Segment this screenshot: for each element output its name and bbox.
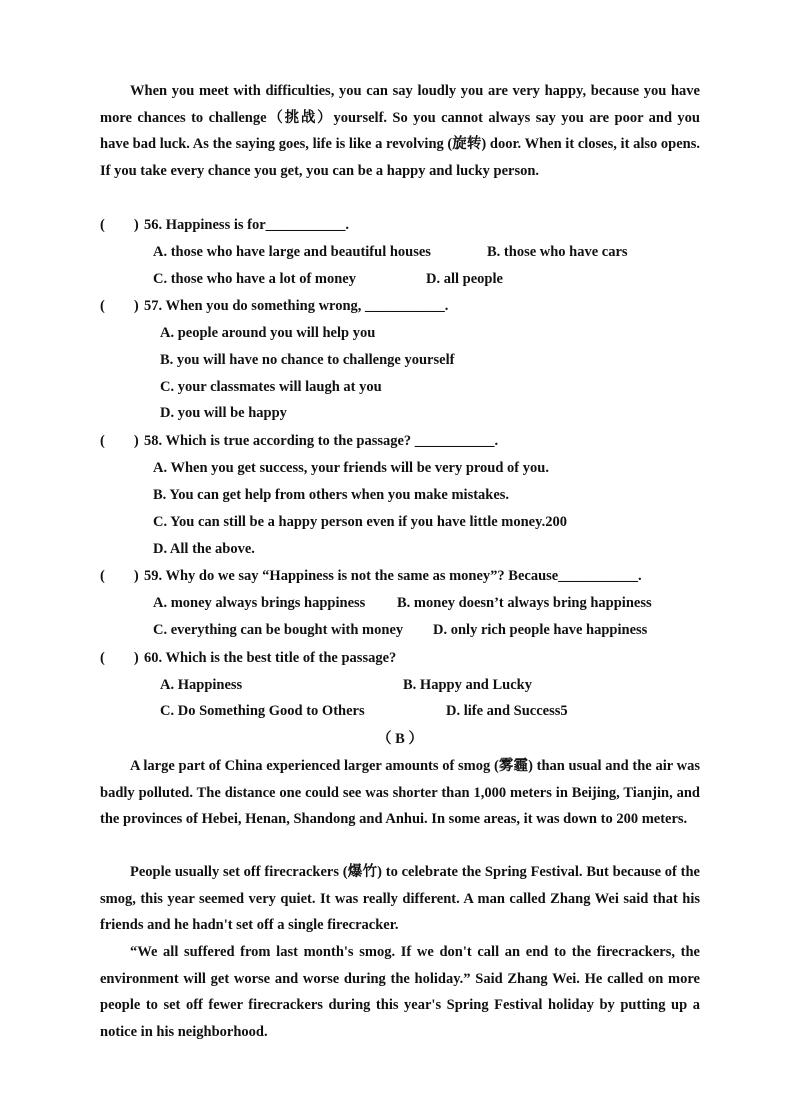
option-57-d: D. you will be happy — [160, 405, 287, 421]
section-b-paragraph-3: “We all suffered from last month's smog. If we don't call an end to the firecrackers, the environment will get worse and worse during the holiday.” Said Zhang Wei. He called on more people to set off fewer firecrackers during this year's Spring Festival holiday by putting up a notice in his neighborhood. — [100, 944, 700, 1041]
option-58-b: B. You can get help from others when you make mistakes. — [153, 487, 510, 503]
answer-blank-57[interactable]: ( ) — [100, 298, 139, 314]
option-60-a: A. Happiness — [160, 677, 243, 693]
option-58-c: C. You can still be a happy person even if you have little money.200 — [153, 514, 567, 530]
option-58-d: D. All the above. — [153, 541, 255, 557]
option-60-c: C. Do Something Good to Others — [160, 703, 365, 719]
section-b-label: （ B ） — [377, 731, 423, 747]
question-stem-57: 57. When you do something wrong, ___________. — [144, 298, 449, 314]
option-57-c: C. your classmates will laugh at you — [160, 379, 382, 395]
option-56-b: B. those who have cars — [487, 244, 628, 260]
option-59-c: C. everything can be bought with money — [153, 622, 404, 638]
question-stem-59: 59. Why do we say “Happiness is not the same as money”? Because___________. — [144, 568, 642, 584]
option-59-d: D. only rich people have happiness — [433, 622, 648, 638]
answer-blank-56[interactable]: ( ) — [100, 217, 139, 233]
answer-blank-58[interactable]: ( ) — [100, 433, 139, 449]
question-stem-60: 60. Which is the best title of the passage? — [144, 650, 397, 666]
question-stem-58: 58. Which is true according to the passage? ___________. — [144, 433, 499, 449]
option-59-b: B. money doesn’t always bring happiness — [397, 595, 652, 611]
section-b-paragraph-2: People usually set off firecrackers (爆竹) to celebrate the Spring Festival. But because of the smog, this year seemed very quiet. It was really different. A man called Zhang Wei said that his friends and he hadn't set off a single firecracker. — [100, 864, 700, 934]
option-60-b: B. Happy and Lucky — [403, 677, 532, 693]
option-56-c: C. those who have a lot of money — [153, 271, 356, 287]
option-56-a: A. those who have large and beautiful houses — [153, 244, 431, 260]
option-57-b: B. you will have no chance to challenge yourself — [160, 352, 455, 368]
question-stem-56: 56. Happiness is for___________. — [144, 217, 350, 233]
option-57-a: A. people around you will help you — [160, 325, 376, 341]
passage-a-paragraph: When you meet with difficulties, you can say loudly you are very happy, because you have more chances to challenge（挑战）yourself. So you cannot always say you are poor and you have bad luck. As the saying goes, life is like a revolving (旋转) door. When it closes, it also opens. If you take every chance you get, you can be a happy and lucky person. — [100, 83, 700, 180]
option-58-a: A. When you get success, your friends will be very proud of you. — [153, 460, 549, 476]
option-59-a: A. money always brings happiness — [153, 595, 366, 611]
section-b-paragraph-1: A large part of China experienced larger amounts of smog (雾霾) than usual and the air was badly polluted. The distance one could see was shorter than 1,000 meters in Beijing, Tianjin, and the provinces of Hebei, Henan, Shandong and Anhui. In some areas, it was down to 200 meters. — [100, 758, 700, 828]
option-56-d: D. all people — [426, 271, 503, 287]
answer-blank-59[interactable]: ( ) — [100, 568, 139, 584]
option-60-d: D. life and Success5 — [446, 703, 568, 719]
answer-blank-60[interactable]: ( ) — [100, 650, 139, 666]
